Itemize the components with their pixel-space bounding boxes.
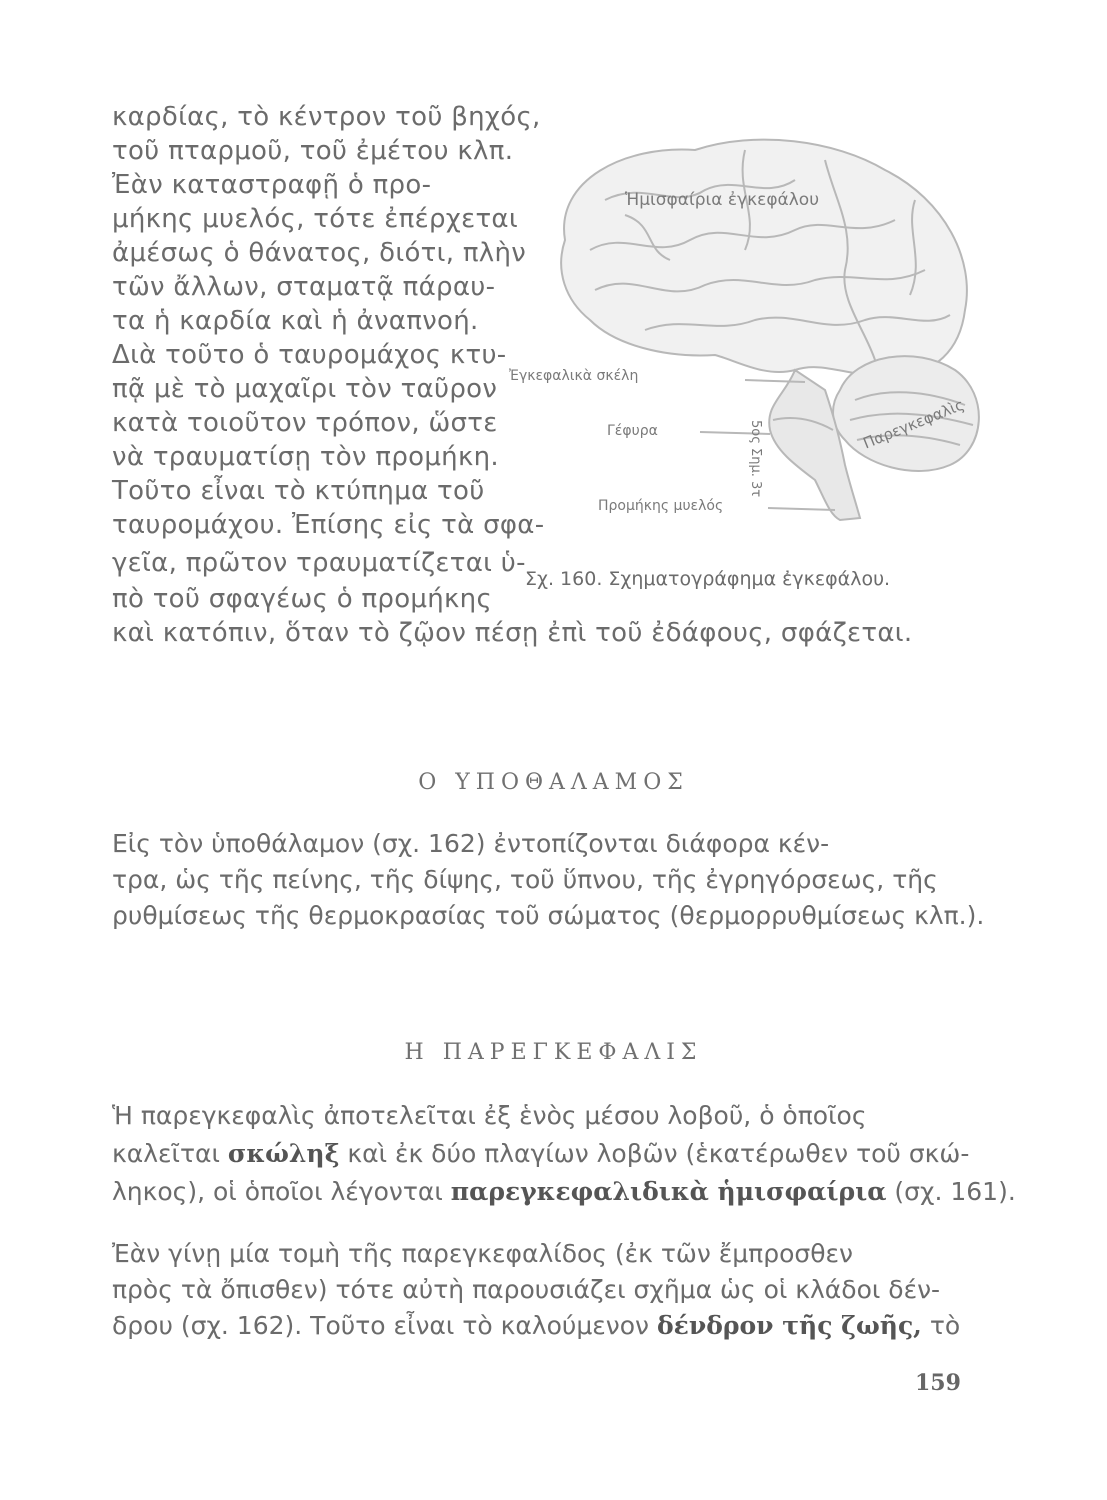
bold-term-tree-of-life: δένδρον τῆς ζωῆς, [656,1311,922,1340]
text-line: τοῦ πταρμοῦ, τοῦ ἐμέτου κλπ. [112,136,514,166]
text-line: τα ἡ καρδία καὶ ἡ ἀναπνοή. [112,306,479,336]
text-line: Ἐὰν καταστραφῇ ὁ προ- [112,170,432,200]
text-line: ταυρομάχου. Ἐπίσης εἰς τὰ σφα- [112,510,545,540]
paragraph-line: ρυθμίσεως τῆς θερμοκρασίας τοῦ σώματος (θερμορρυθμίσεως κλπ.). [112,901,985,930]
text-run: ληκος), οἱ ὁποῖοι λέγονται [112,1177,451,1206]
text-run: δρου (σχ. 162). Τοῦτο εἶναι τὸ καλούμενον [112,1311,657,1340]
paragraph-line: Εἰς τὸν ὑποθάλαμον (σχ. 162) ἐντοπίζονται διάφορα κέν- [112,829,830,858]
bold-term-hemispheres: παρεγκεφαλιδικὰ ἡμισφαίρια [450,1177,887,1206]
text-line-closing: καὶ κατόπιν, ὅταν τὸ ζῷον πέσῃ ἐπὶ τοῦ ἐδάφους, σφάζεται. [112,618,913,648]
paragraph-line: Ἐὰν γίνῃ μία τομὴ τῆς παρεγκεφαλίδος (ἐκ τῶν ἔμπροσθεν [112,1239,854,1268]
text-line: Τοῦτο εἶναι τὸ κτύπημα τοῦ [112,476,485,506]
label-hemispheres: Ἡμισφαίρια ἐγκεφάλου [625,190,820,210]
text-run: καὶ ἐκ δύο πλαγίων λοβῶν (ἑκατέρωθεν τοῦ σκώ- [339,1139,970,1168]
label-cerebellum: Παρεγκεφαλὶς [860,395,967,453]
page-number: 159 [915,1370,961,1396]
text-run: τὸ [921,1311,961,1340]
text-line: ἀμέσως ὁ θάνατος, διότι, πλὴν [112,238,527,268]
text-line: καρδίας, τὸ κέντρον τοῦ βηχός, [112,102,541,132]
figure-caption: Σχ. 160. Σχηματογράφημα ἐγκεφάλου. [525,568,891,590]
brain-illustration [495,120,995,550]
text-line: πὸ τοῦ σφαγέως ὁ προμήκης [112,584,493,614]
paragraph-line: τρα, ὡς τῆς πείνης, τῆς δίψης, τοῦ ὕπνου, τῆς ἐγρηγόρσεως, τῆς [112,865,938,894]
paragraph-line: Ἡ παρεγκεφαλὶς ἀποτελεῖται ἐξ ἑνὸς μέσου λοβοῦ, ὁ ὁποῖος [112,1101,867,1130]
text-line: Διὰ τοῦτο ὁ ταυρομάχος κτυ- [112,340,507,370]
text-line: πᾷ μὲ τὸ μαχαῖρι τὸν ταῦρον [112,374,498,404]
text-line: τῶν ἄλλων, σταματᾷ πάραυ- [112,272,496,302]
bold-term-vermis: σκώληξ [227,1139,340,1168]
text-run: καλεῖται [112,1139,228,1168]
text-line: γεῖα, πρῶτον τραυματίζεται ὑ- [112,548,526,578]
label-peduncles: Ἐγκεφαλικὰ σκέλη [509,368,639,384]
section-heading-hypothalamus: Ο ΥΠΟΘΑΛΑΜΟΣ [418,770,689,795]
paragraph-line [112,1174,1016,1210]
paragraph-line: πρὸς τὰ ὄπισθεν) τότε αὐτὴ παρουσιάζει σχῆμα ὡς οἱ κλάδοι δέν- [112,1275,941,1304]
label-bridge: Γέφυρα [607,423,658,439]
text-line: κατὰ τοιοῦτον τρόπον, ὥστε [112,408,498,438]
label-vertical: 5ος Σημ. 3τ [748,420,763,498]
section-heading-cerebellum: Η ΠΑΡΕΓΚΕΦΑΛΙΣ [404,1040,703,1065]
text-line: μήκης μυελός, τότε ἐπέρχεται [112,204,518,234]
text-run: (σχ. 161). [886,1177,1016,1206]
brain-figure [495,120,995,550]
text-line: νὰ τραυματίσῃ τὸν προμήκη. [112,442,499,472]
paragraph-line [112,1136,972,1172]
label-medulla: Προμήκης μυελός [598,498,724,514]
paragraph-line [112,1308,972,1344]
